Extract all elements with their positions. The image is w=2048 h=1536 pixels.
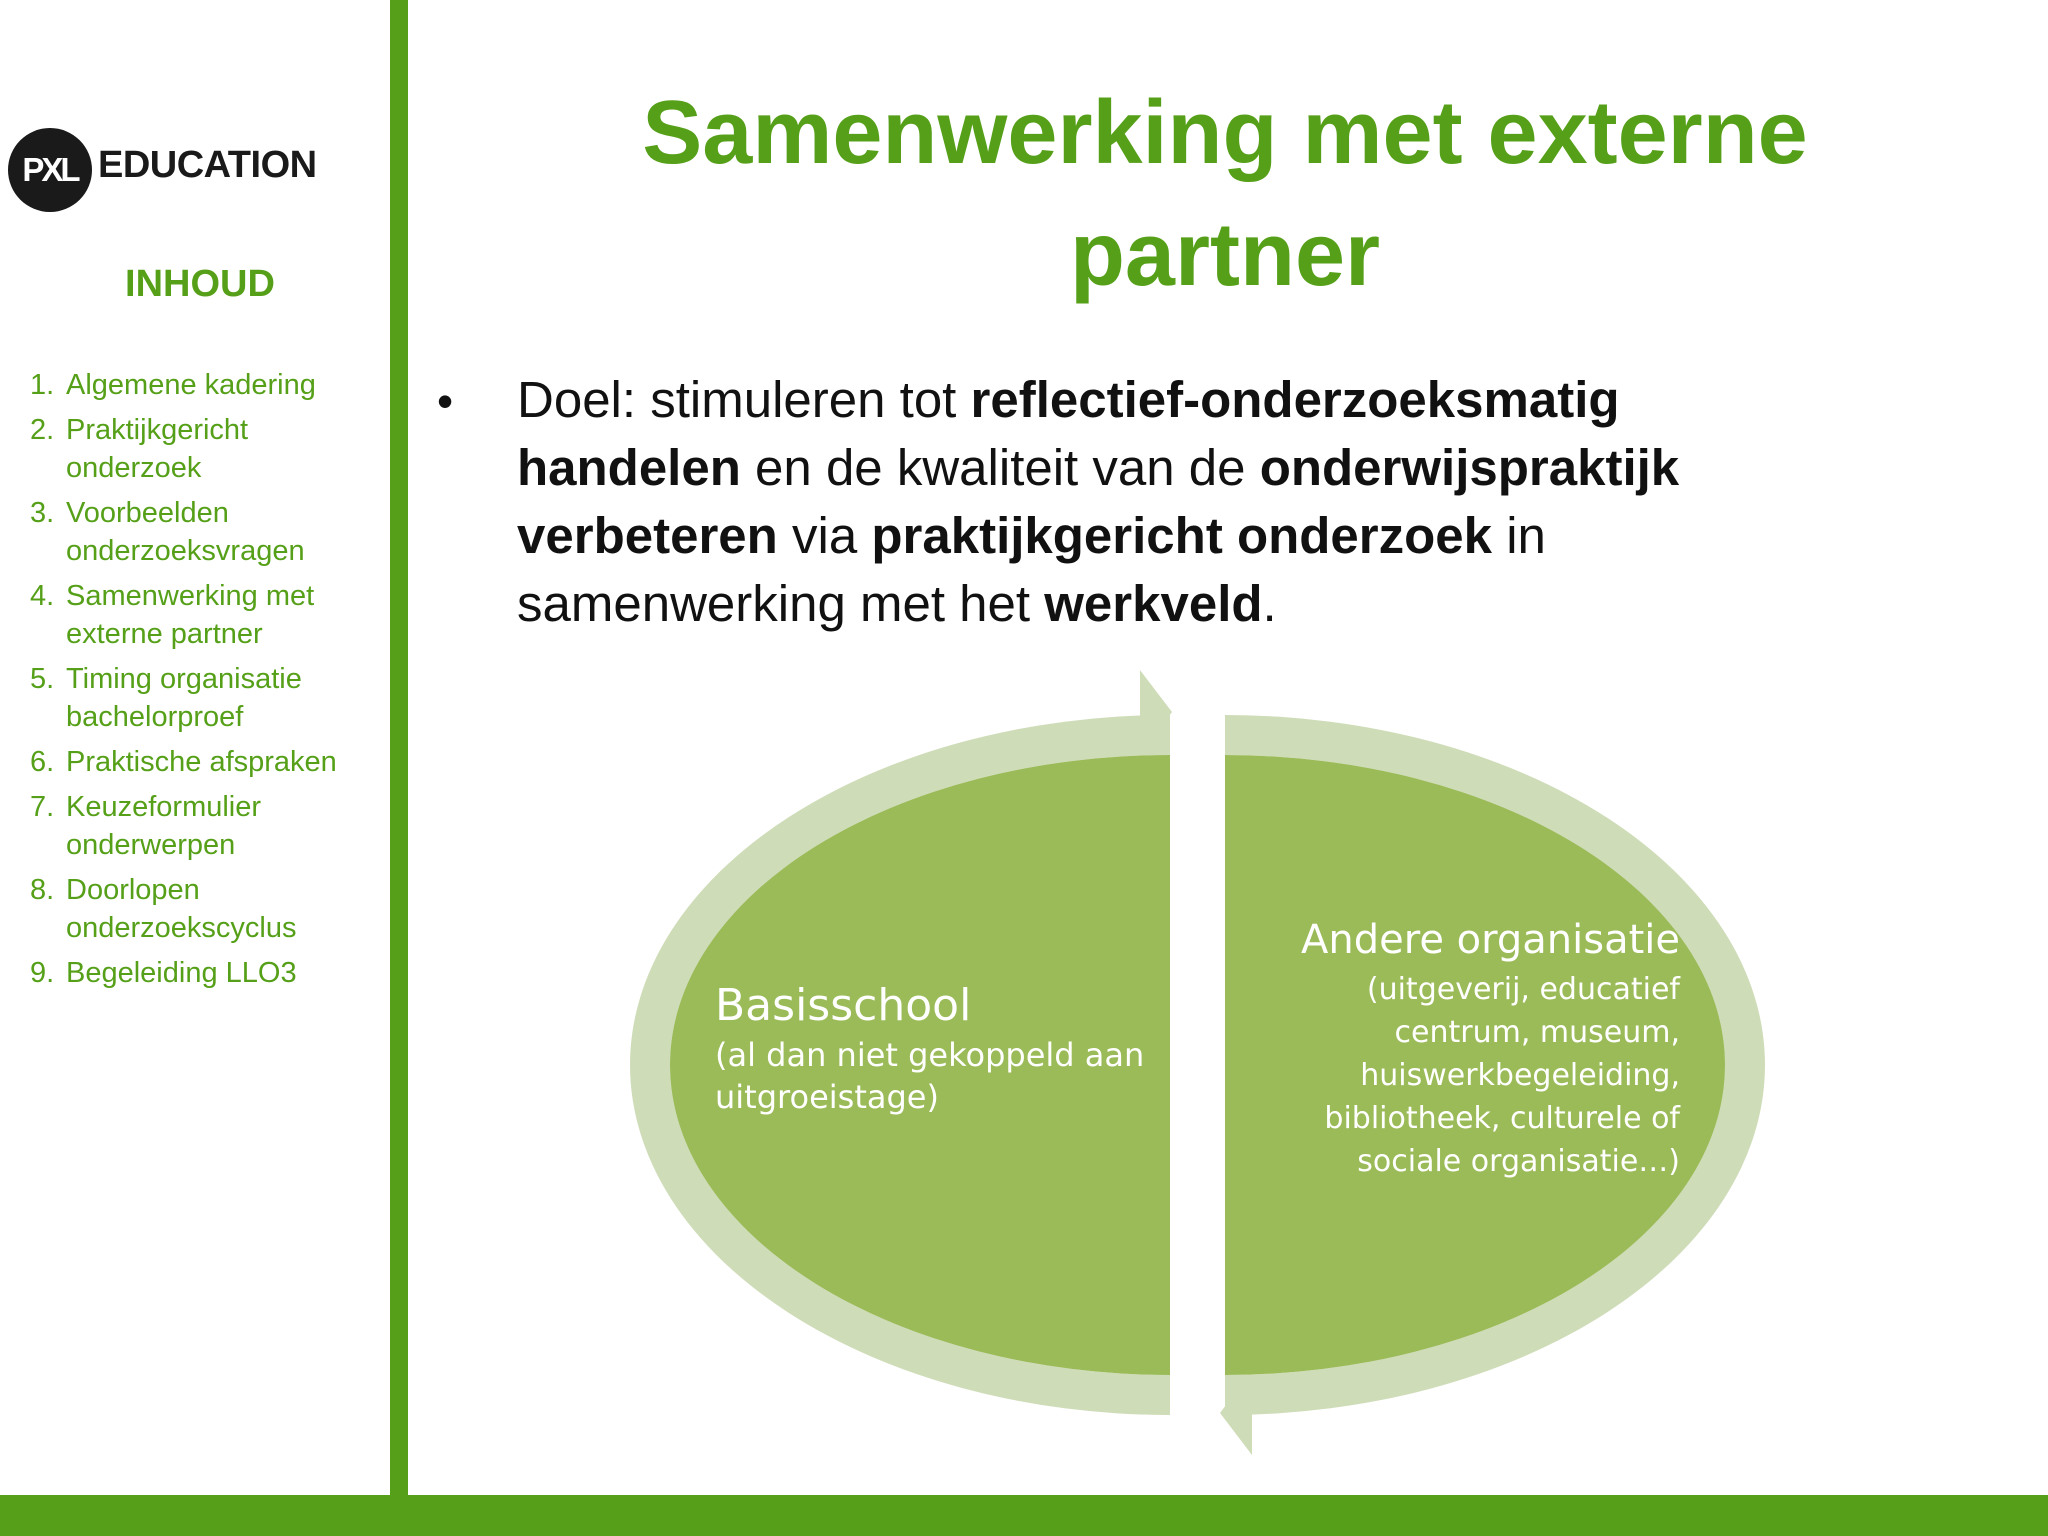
toc-heading: INHOUD (125, 263, 275, 305)
toc-item-8[interactable]: 8. Doorlopen onderzoekscyclus (30, 874, 297, 944)
cycle-diagram (580, 660, 1820, 1460)
slide-title: Samenwerking met externe partner (642, 83, 1808, 305)
sidebar (0, 0, 390, 1495)
toc-item-6[interactable]: 6. Praktische afspraken (30, 746, 337, 778)
toc-item-2[interactable]: 2. Praktijkgericht onderzoek (30, 414, 249, 484)
bullet-text: Doel: stimuleren tot reflectief-onderzoeksmatig handelen en de kwaliteit van de onderwijspraktijk verbeteren via praktijkgericht onderzoek in samenwerking met het werkveld. (517, 371, 1680, 632)
bullet-icon: • (437, 375, 454, 427)
toc-item-5[interactable]: 5. Timing organisatie bachelorproef (30, 663, 302, 733)
toc-list (30, 366, 390, 999)
pxl-education-logo (8, 128, 383, 212)
logo-mark: PXL (22, 151, 78, 188)
toc-item-7[interactable]: 7. Keuzeformulier onderwerpen (30, 791, 262, 861)
logo-wordmark: EDUCATION (98, 144, 317, 186)
toc-item-3[interactable]: 3. Voorbeelden onderzoeksvragen (30, 497, 305, 567)
basisschool-label: Basisschool (al dan niet gekoppeld aan uitgroeistage) (715, 980, 1145, 1116)
andere-organisatie-label: Andere organisatie (uitgeverij, educatief centrum, museum, huiswerkbegeleiding, bibliotheek, culturele of sociale organisatie…) (1301, 917, 1680, 1179)
toc-item-4[interactable]: 4. Samenwerking met externe partner (30, 580, 315, 650)
vertical-divider (390, 0, 408, 1495)
bottom-bar (0, 1495, 2048, 1536)
toc-item-9[interactable]: 9. Begeleiding LLO3 (30, 957, 297, 989)
toc-item-1[interactable]: 1. Algemene kadering (30, 369, 316, 401)
